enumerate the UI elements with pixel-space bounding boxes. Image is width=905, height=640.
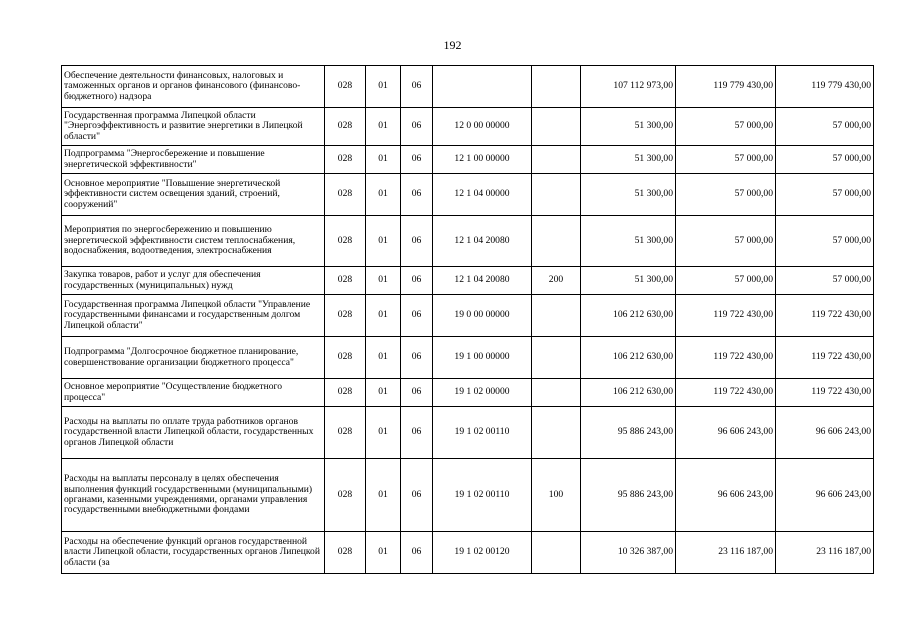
row-amount-1: 51 300,00 — [581, 174, 676, 216]
row-amount-1: 51 300,00 — [581, 108, 676, 146]
row-code: 028 — [325, 295, 366, 337]
table-row — [62, 295, 874, 337]
row-csr: 19 1 02 00000 — [433, 379, 532, 407]
row-subsection: 06 — [401, 459, 433, 532]
row-code: 028 — [325, 407, 366, 459]
row-section: 01 — [366, 66, 401, 108]
row-name: Подпрограмма "Долгосрочное бюджетное планирование, совершенствование организации бюджетного процесса" — [62, 337, 325, 379]
row-name: Подпрограмма "Энергосбережение и повышение энергетической эффективности" — [62, 146, 325, 174]
row-subsection: 06 — [401, 379, 433, 407]
table-row — [62, 216, 874, 267]
row-name: Расходы на обеспечение функций органов государственной власти Липецкой области, государственных органов Липецкой области (за — [62, 532, 325, 574]
row-amount-1: 106 212 630,00 — [581, 337, 676, 379]
row-amount-2: 57 000,00 — [676, 267, 776, 295]
table-row — [62, 174, 874, 216]
row-csr: 12 1 00 00000 — [433, 146, 532, 174]
row-csr: 12 1 04 20080 — [433, 216, 532, 267]
row-vr — [532, 66, 581, 108]
row-amount-1: 106 212 630,00 — [581, 295, 676, 337]
table-row — [62, 267, 874, 295]
row-code: 028 — [325, 216, 366, 267]
row-subsection: 06 — [401, 108, 433, 146]
row-amount-1: 107 112 973,00 — [581, 66, 676, 108]
row-amount-3: 119 722 430,00 — [776, 379, 874, 407]
row-amount-2: 96 606 243,00 — [676, 459, 776, 532]
row-csr: 12 0 00 00000 — [433, 108, 532, 146]
row-vr — [532, 532, 581, 574]
row-amount-2: 96 606 243,00 — [676, 407, 776, 459]
row-subsection: 06 — [401, 146, 433, 174]
row-csr: 19 1 02 00110 — [433, 407, 532, 459]
row-amount-3: 23 116 187,00 — [776, 532, 874, 574]
row-vr — [532, 174, 581, 216]
table-row — [62, 146, 874, 174]
row-name: Мероприятия по энергосбережению и повышению энергетической эффективности систем теплоснабжения, водоснабжения, водоотведения, электроснабжения — [62, 216, 325, 267]
row-section: 01 — [366, 407, 401, 459]
row-subsection: 06 — [401, 532, 433, 574]
row-vr — [532, 146, 581, 174]
row-amount-3: 57 000,00 — [776, 216, 874, 267]
row-code: 028 — [325, 108, 366, 146]
row-amount-3: 96 606 243,00 — [776, 459, 874, 532]
row-name: Основное мероприятие "Повышение энергетической эффективности систем освещения зданий, строений, сооружений" — [62, 174, 325, 216]
row-section: 01 — [366, 337, 401, 379]
row-section: 01 — [366, 174, 401, 216]
row-code: 028 — [325, 146, 366, 174]
budget-table — [61, 65, 874, 574]
row-csr: 19 1 02 00110 — [433, 459, 532, 532]
row-subsection: 06 — [401, 267, 433, 295]
table-row — [62, 407, 874, 459]
row-amount-2: 57 000,00 — [676, 108, 776, 146]
row-amount-3: 57 000,00 — [776, 267, 874, 295]
row-vr — [532, 407, 581, 459]
row-amount-2: 119 722 430,00 — [676, 337, 776, 379]
row-name: Расходы на выплаты персоналу в целях обеспечения выполнения функций государственными (муниципальными) органами, казенными учреждениями, органами управления государственными внебюджетными фондами — [62, 459, 325, 532]
row-amount-3: 57 000,00 — [776, 174, 874, 216]
row-amount-1: 51 300,00 — [581, 216, 676, 267]
row-amount-1: 10 326 387,00 — [581, 532, 676, 574]
row-code: 028 — [325, 532, 366, 574]
row-vr — [532, 216, 581, 267]
row-amount-2: 119 779 430,00 — [676, 66, 776, 108]
table-row — [62, 459, 874, 532]
row-section: 01 — [366, 532, 401, 574]
row-csr: 19 1 02 00120 — [433, 532, 532, 574]
row-subsection: 06 — [401, 295, 433, 337]
table-row — [62, 108, 874, 146]
row-section: 01 — [366, 379, 401, 407]
row-name: Расходы на выплаты по оплате труда работников органов государственной власти Липецкой области, государственных органов Липецкой области — [62, 407, 325, 459]
row-code: 028 — [325, 379, 366, 407]
row-csr: 12 1 04 00000 — [433, 174, 532, 216]
row-amount-2: 57 000,00 — [676, 216, 776, 267]
row-subsection: 06 — [401, 174, 433, 216]
table-row — [62, 532, 874, 574]
row-amount-1: 51 300,00 — [581, 267, 676, 295]
row-amount-3: 57 000,00 — [776, 108, 874, 146]
table-row — [62, 66, 874, 108]
row-csr: 19 1 00 00000 — [433, 337, 532, 379]
row-vr — [532, 337, 581, 379]
row-csr: 12 1 04 20080 — [433, 267, 532, 295]
row-code: 028 — [325, 66, 366, 108]
row-code: 028 — [325, 174, 366, 216]
row-name: Государственная программа Липецкой области "Энергоэффективность и развитие энергетики в Липецкой области" — [62, 108, 325, 146]
row-name: Государственная программа Липецкой области "Управление государственными финансами и государственным долгом Липецкой области" — [62, 295, 325, 337]
row-amount-2: 119 722 430,00 — [676, 295, 776, 337]
row-amount-3: 96 606 243,00 — [776, 407, 874, 459]
row-amount-3: 119 722 430,00 — [776, 337, 874, 379]
row-amount-2: 57 000,00 — [676, 146, 776, 174]
row-subsection: 06 — [401, 216, 433, 267]
row-section: 01 — [366, 295, 401, 337]
row-code: 028 — [325, 337, 366, 379]
row-section: 01 — [366, 459, 401, 532]
row-subsection: 06 — [401, 407, 433, 459]
row-csr: 19 0 00 00000 — [433, 295, 532, 337]
row-amount-3: 119 779 430,00 — [776, 66, 874, 108]
row-amount-1: 95 886 243,00 — [581, 407, 676, 459]
row-name: Обеспечение деятельности финансовых, налоговых и таможенных органов и органов финансового (финансово-бюджетного) надзора — [62, 66, 325, 108]
row-name: Основное мероприятие "Осуществление бюджетного процесса" — [62, 379, 325, 407]
row-name: Закупка товаров, работ и услуг для обеспечения государственных (муниципальных) нужд — [62, 267, 325, 295]
row-amount-2: 23 116 187,00 — [676, 532, 776, 574]
row-amount-1: 95 886 243,00 — [581, 459, 676, 532]
row-subsection: 06 — [401, 337, 433, 379]
row-section: 01 — [366, 267, 401, 295]
row-amount-3: 57 000,00 — [776, 146, 874, 174]
row-amount-2: 57 000,00 — [676, 174, 776, 216]
row-amount-1: 106 212 630,00 — [581, 379, 676, 407]
row-section: 01 — [366, 216, 401, 267]
row-section: 01 — [366, 108, 401, 146]
page-number: 192 — [443, 38, 462, 52]
row-subsection: 06 — [401, 66, 433, 108]
row-csr — [433, 66, 532, 108]
row-section: 01 — [366, 146, 401, 174]
row-code: 028 — [325, 267, 366, 295]
row-vr — [532, 379, 581, 407]
row-code: 028 — [325, 459, 366, 532]
row-amount-1: 51 300,00 — [581, 146, 676, 174]
table-row — [62, 337, 874, 379]
row-vr: 100 — [532, 459, 581, 532]
row-amount-2: 119 722 430,00 — [676, 379, 776, 407]
row-vr — [532, 108, 581, 146]
table-row — [62, 379, 874, 407]
row-vr: 200 — [532, 267, 581, 295]
row-amount-3: 119 722 430,00 — [776, 295, 874, 337]
row-vr — [532, 295, 581, 337]
